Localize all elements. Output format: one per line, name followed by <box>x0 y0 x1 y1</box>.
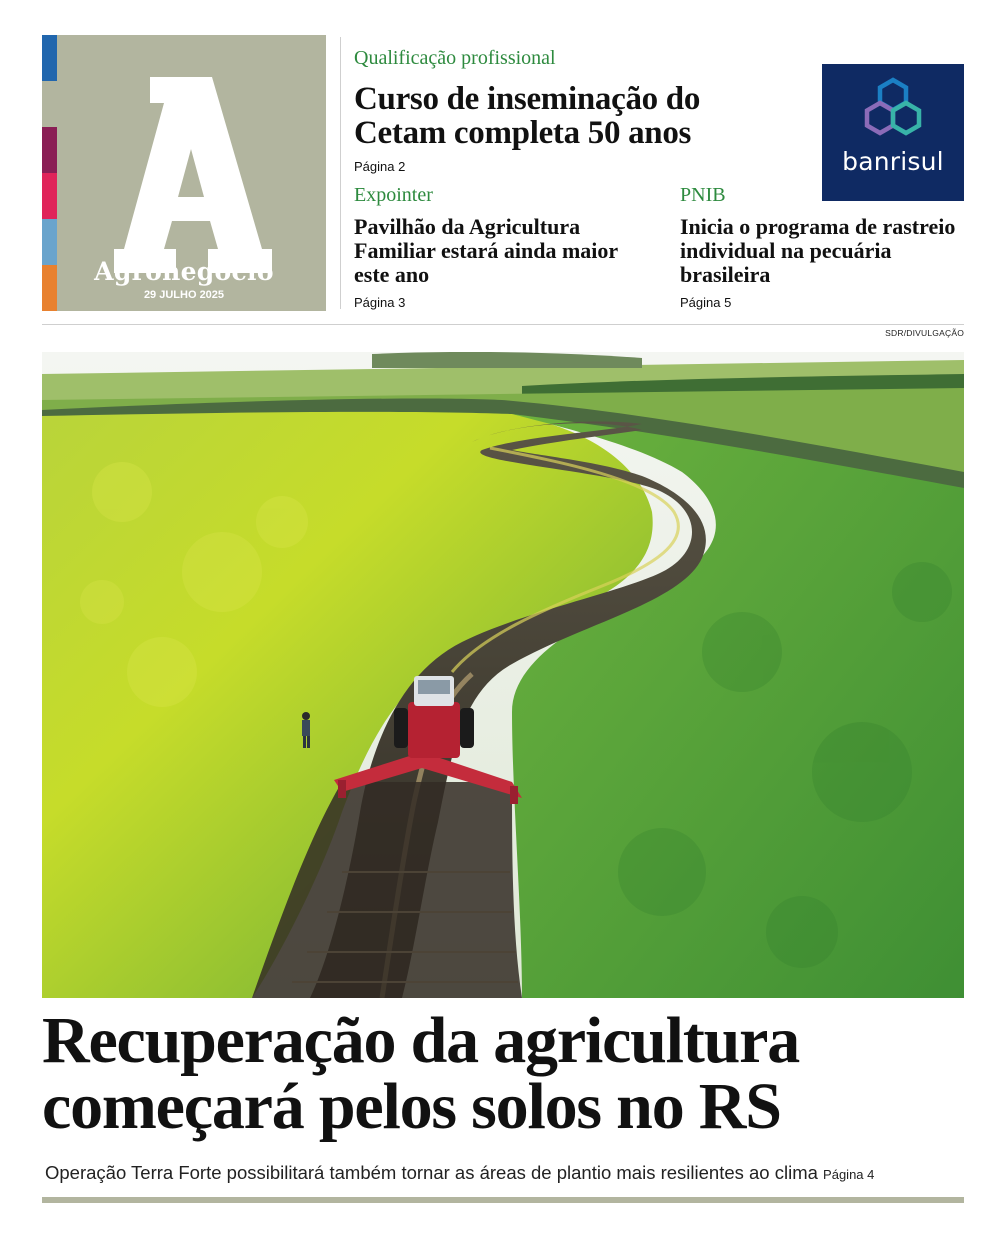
stripe-red <box>42 173 57 219</box>
masthead-logo-letter <box>112 73 274 275</box>
edition-date: 29 JULHO 2025 <box>143 289 225 301</box>
hexagon-cluster-icon <box>822 64 964 144</box>
banrisul-wordmark: banrisul <box>842 147 944 176</box>
lead-headline[interactable]: Recuperação da agricultura começará pelos solos no RS <box>42 1004 799 1143</box>
lead-photo <box>42 352 964 998</box>
teaser-3-title[interactable]: Inicia o programa de rastreio individual na pecuária brasileira <box>680 214 956 287</box>
lead-page[interactable]: Página 4 <box>823 1167 875 1182</box>
field-tractor-illustration <box>42 352 964 998</box>
lead-standfirst <box>45 1162 965 1184</box>
teaser-1-title[interactable]: Curso de inseminação do Cetam completa 50 anos <box>354 81 701 151</box>
teaser-2-kicker: Expointer <box>354 184 433 206</box>
masthead <box>42 35 326 311</box>
lead-standfirst-text: Operação Terra Forte possibilitará também tornar as áreas de plantio mais resilientes ao clima <box>45 1162 818 1183</box>
footer-bar <box>42 1197 964 1203</box>
stripe-plum <box>42 127 57 173</box>
section-rule <box>42 324 964 325</box>
stripe-blue <box>42 35 57 81</box>
masthead-title: Agronegócio <box>94 257 274 286</box>
teaser-3-page[interactable]: Página 5 <box>680 295 732 310</box>
teaser-1-kicker: Qualificação profissional <box>354 47 556 69</box>
stripe-gap <box>42 81 57 127</box>
photo-credit: SDR/DIVULGAÇÃO <box>885 328 964 338</box>
teaser-2-page[interactable]: Página 3 <box>354 295 406 310</box>
banrisul-ad[interactable] <box>822 64 964 201</box>
teaser-1-page[interactable]: Página 2 <box>354 159 406 174</box>
teaser-3-kicker: PNIB <box>680 184 726 206</box>
teaser-2-title[interactable]: Pavilhão da Agricultura Familiar estará ainda maior este ano <box>354 214 618 287</box>
column-divider <box>340 37 341 309</box>
